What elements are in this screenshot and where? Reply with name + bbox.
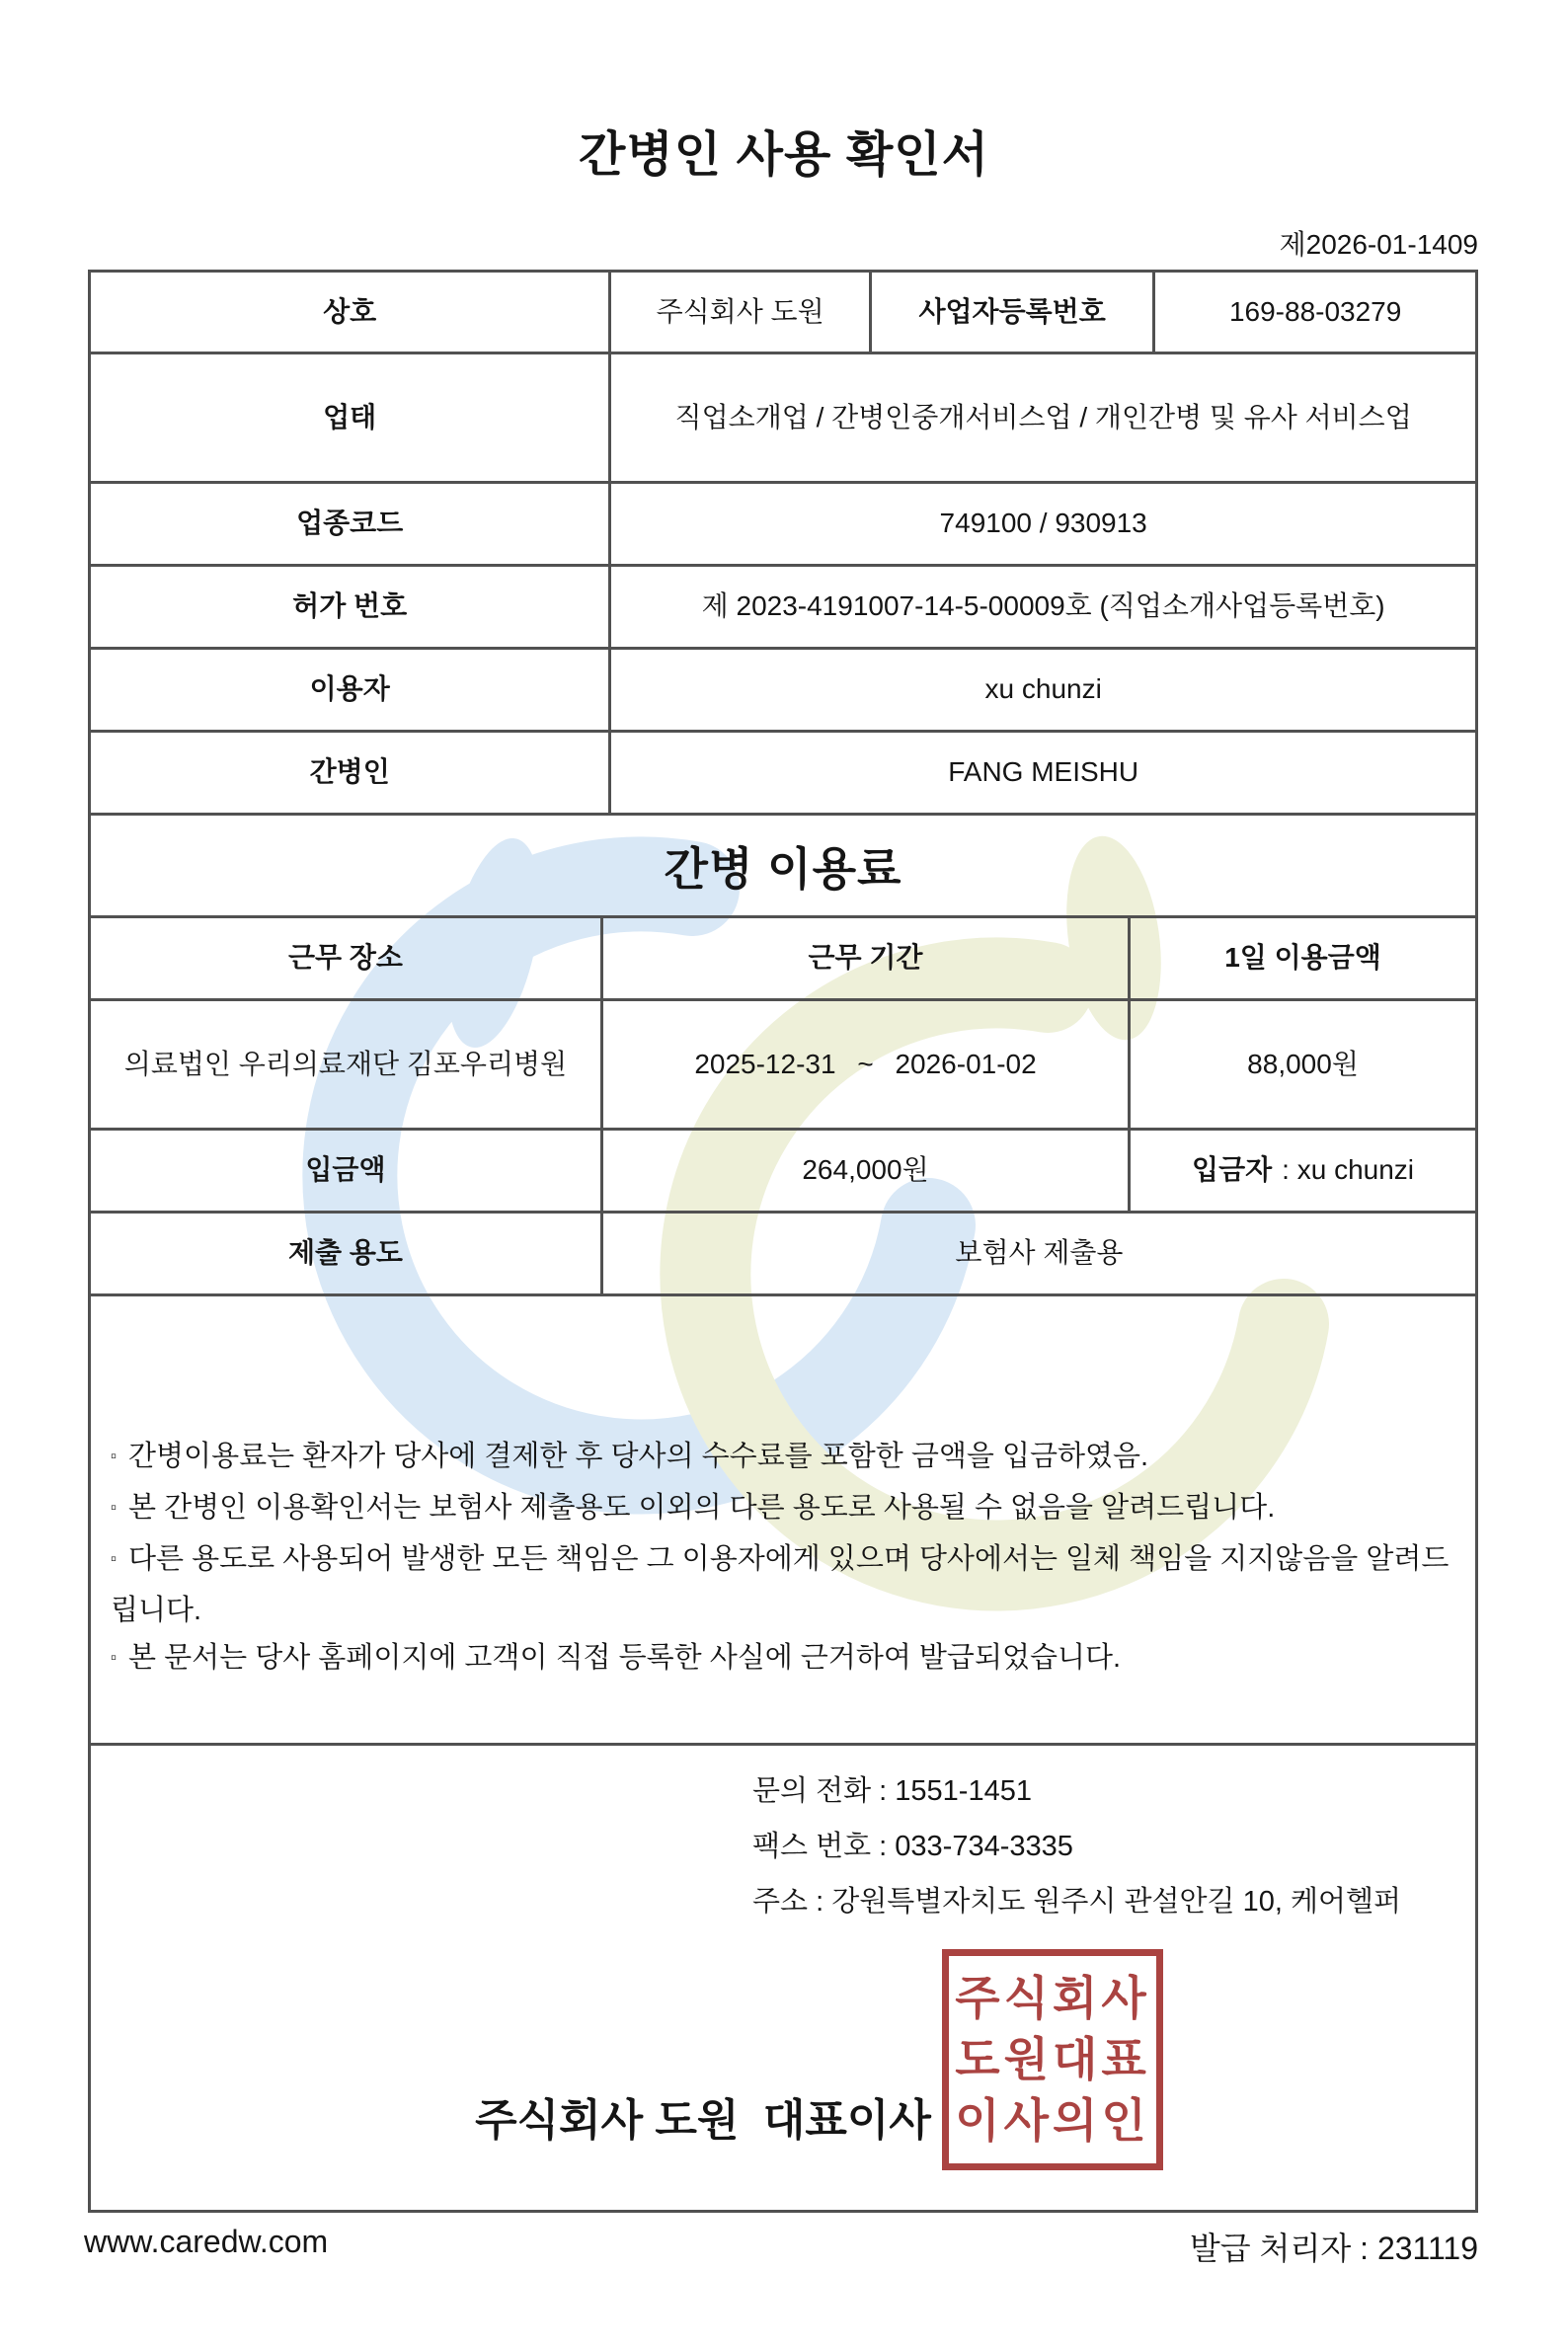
bullet-square-icon: ▫ bbox=[111, 1549, 118, 1568]
contact-info bbox=[752, 1763, 1401, 1929]
row-industry-code bbox=[91, 484, 1475, 567]
note-item: ▫ 간병이용료는 환자가 당사에 결제한 후 당사의 수수료를 포함한 금액을 입금하였음. bbox=[111, 1441, 1149, 1472]
row-caregiver bbox=[91, 733, 1475, 816]
document-number: 제2026-01-1409 bbox=[1279, 229, 1478, 260]
bullet-square-icon: ▫ bbox=[111, 1447, 118, 1465]
page-title: 간병인 사용 확인서 bbox=[579, 128, 989, 182]
row-business-type bbox=[91, 354, 1475, 484]
depositor-value: : xu chunzi bbox=[1282, 1154, 1415, 1186]
row-license-number bbox=[91, 567, 1475, 650]
user-value: xu chunzi bbox=[608, 650, 1475, 730]
business-number-value: 169-88-03279 bbox=[1152, 273, 1475, 352]
row-deposit bbox=[91, 1131, 1475, 1214]
business-type-value: 직업소개업 / 간병인중개서비스업 / 개인간병 및 유사 서비스업 bbox=[608, 354, 1475, 481]
confirmation-table bbox=[88, 270, 1478, 2213]
daily-fee-header: 1일 이용금액 bbox=[1128, 918, 1475, 998]
purpose-value: 보험사 제출용 bbox=[600, 1214, 1475, 1293]
footer-issuer: 발급 처리자 : 231119 bbox=[1189, 2231, 1478, 2266]
industry-code-label: 업종코드 bbox=[296, 508, 404, 539]
depositor-label: 입금자 bbox=[1192, 1154, 1273, 1186]
caregiver-label: 간병인 bbox=[309, 756, 390, 788]
company-signature-line: 주식회사 도원 대표이사 bbox=[475, 2096, 931, 2145]
note-item: ▫ 본 간병인 이용확인서는 보험사 제출용도 이외의 다른 용도로 사용될 수 없음을 알려드립니다. bbox=[111, 1492, 1276, 1524]
work-period-header: 근무 기간 bbox=[600, 918, 1128, 998]
contact-signature-section bbox=[91, 1746, 1475, 2210]
row-fee-values bbox=[91, 1001, 1475, 1131]
row-fee-section-header bbox=[91, 816, 1475, 918]
company-name-label: 상호 bbox=[323, 295, 377, 327]
business-number-label: 사업자등록번호 bbox=[869, 273, 1152, 352]
notes-section bbox=[91, 1296, 1475, 1746]
note-item: ▫ 다른 용도로 사용되어 발생한 모든 책임은 그 이용자에게 있으며 당사에서는 일체 책임을 지지않음을 알려드립니다. bbox=[111, 1543, 1450, 1626]
company-name-value: 주식회사 도원 bbox=[608, 273, 869, 352]
bullet-square-icon: ▫ bbox=[111, 1648, 118, 1667]
contact-phone: 문의 전화 : 1551-1451 bbox=[752, 1775, 1032, 1807]
bullet-square-icon: ▫ bbox=[111, 1498, 118, 1517]
license-number-label: 허가 번호 bbox=[292, 590, 408, 622]
contact-fax: 팩스 번호 : 033-734-3335 bbox=[752, 1831, 1073, 1862]
row-fee-header bbox=[91, 918, 1475, 1001]
work-place-header: 근무 장소 bbox=[287, 942, 403, 974]
row-company bbox=[91, 273, 1475, 354]
fee-section-title: 간병 이용료 bbox=[664, 842, 902, 895]
caregiver-value: FANG MEISHU bbox=[608, 733, 1475, 813]
license-number-value: 제 2023-4191007-14-5-00009호 (직업소개사업등록번호) bbox=[608, 567, 1475, 647]
note-item: ▫ 본 문서는 당사 홈페이지에 고객이 직접 등록한 사실에 근거하여 발급되었습니다. bbox=[111, 1642, 1122, 1674]
deposit-amount-value: 264,000원 bbox=[600, 1131, 1128, 1211]
corporate-seal-stamp: 주식회사 도원대표 이사의인 bbox=[942, 1949, 1163, 2170]
depositor-cell bbox=[1128, 1131, 1475, 1211]
page-footer bbox=[84, 2224, 1478, 2269]
work-period-value: 2025-12-31 ~ 2026-01-02 bbox=[600, 1001, 1128, 1128]
deposit-amount-label: 입금액 bbox=[305, 1154, 386, 1186]
row-user bbox=[91, 650, 1475, 733]
work-place-value: 의료법인 우리의료재단 김포우리병원 bbox=[123, 1048, 568, 1079]
business-type-label: 업태 bbox=[323, 401, 377, 432]
row-purpose bbox=[91, 1214, 1475, 1296]
daily-fee-value: 88,000원 bbox=[1128, 1001, 1475, 1128]
purpose-label: 제출 용도 bbox=[287, 1237, 403, 1269]
contact-address: 주소 : 강원특별자치도 원주시 관설안길 10, 케어헬퍼 bbox=[752, 1886, 1401, 1918]
user-label: 이용자 bbox=[309, 673, 390, 705]
footer-website: www.caredw.com bbox=[84, 2224, 329, 2259]
industry-code-value: 749100 / 930913 bbox=[608, 484, 1475, 564]
